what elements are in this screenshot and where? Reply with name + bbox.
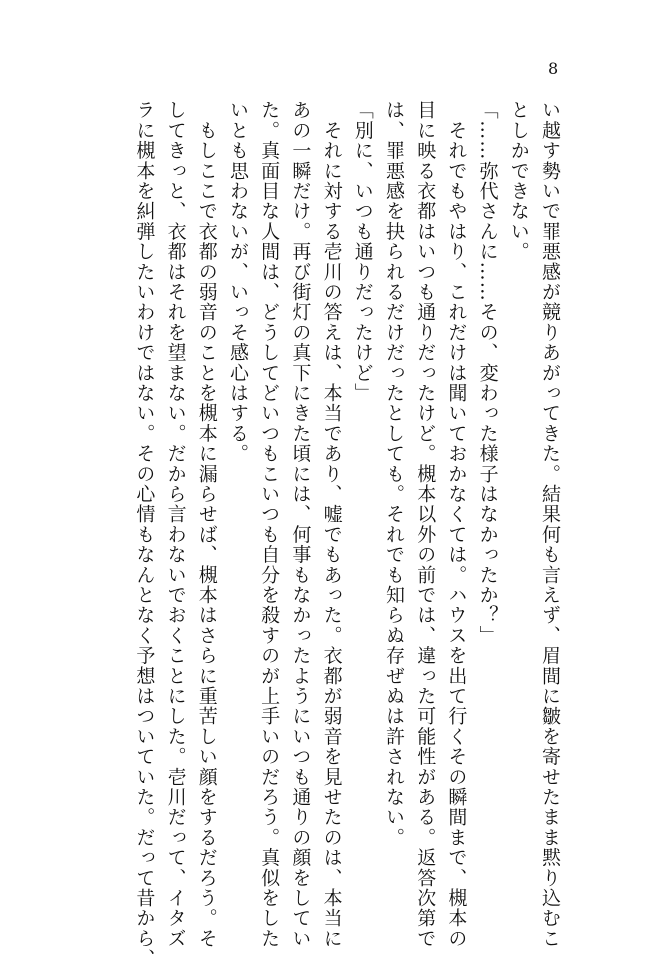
text-line-12: もしここで衣都の弱音のことを槻本に漏らせば、槻本はさらに重苦しい顔をするだろう。そ [195, 100, 218, 949]
text-line-14: ラに槻本を糾弾したいわけではない。その心情もなんとなく予想はついていた。だって昔から、 [133, 100, 156, 969]
text-line-3: 「……弥代さんに……その、変わった様子はなかったか？」 [476, 100, 499, 646]
text-line-10: た。真面目な人間は、どうしてどいつもこいつも自分を殺すのが上手いのだろう。真似をした [258, 100, 281, 949]
text-line-8: それに対する壱川の答えは、本当であり、嘘でもあった。衣都が弱音を見せたのは、本当に [320, 100, 343, 949]
text-line-13: してきっと、衣都はそれを望まない。だから言わないでおくことにした。壱川だって、イタズ [164, 100, 187, 949]
text-line-6: は、罪悪感を抉られるだけだったとしても。それでも知らぬ存ぜぬは許されない。 [382, 100, 405, 848]
text-line-11: いとも思わないが、いっそ感心はする。 [226, 100, 249, 464]
text-line-5: 目に映る衣都はいつも通りだったけど。槻本以外の前では、違った可能性がある。返答次第で [414, 100, 437, 949]
vertical-text-body [128, 100, 565, 969]
text-line-2: としかできない。 [507, 100, 530, 262]
page-number: 8 [548, 59, 559, 78]
text-line-7: 「別に、いつも通りだったけど」 [351, 100, 374, 403]
text-line-4: それでもやはり、これだけは聞いておかなくては。ハウスを出て行くその瞬間まで、槻本の [445, 100, 468, 949]
text-line-9: あの一瞬だけ。再び街灯の真下にきた頃には、何事もなかったようにいつも通りの顔をしてい [289, 100, 312, 949]
text-line-1: い越す勢いで罪悪感が競りあがってきた。結果何も言えず、眉間に皺を寄せたまま黙り込むこ [539, 100, 561, 949]
